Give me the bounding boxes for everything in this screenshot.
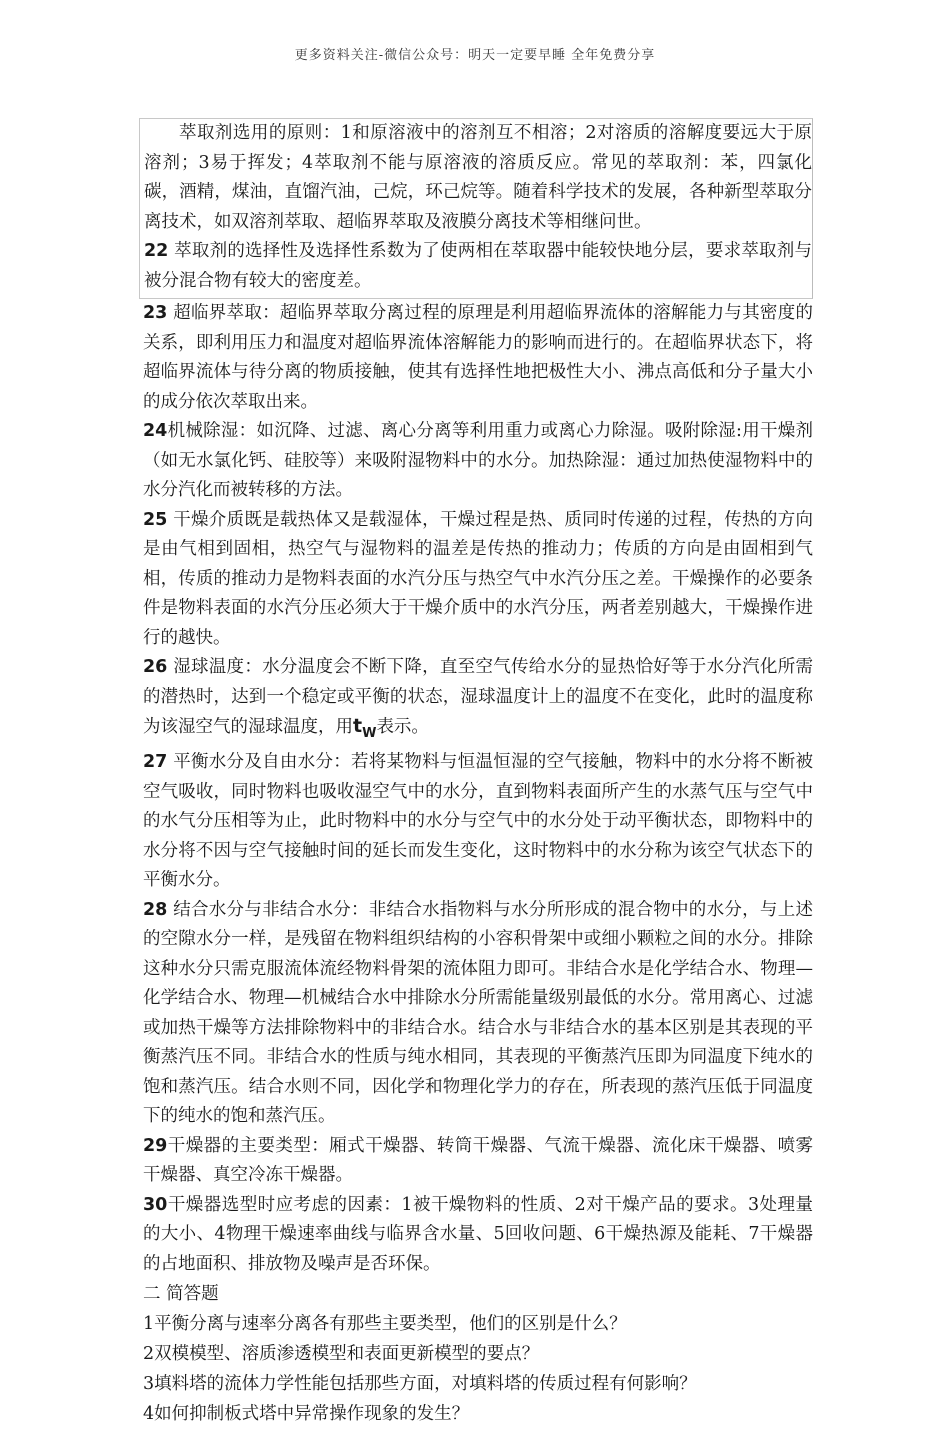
item-number: 25 xyxy=(143,509,168,530)
item-text: 干燥器的主要类型：厢式干燥器、转筒干燥器、气流干燥器、流化床干燥器、喷雾干燥器、真空冷冻干燥器。 xyxy=(143,1135,813,1186)
item-number: 22 xyxy=(144,241,169,261)
item-number: 26 xyxy=(143,657,168,677)
item-number: 30 xyxy=(143,1194,168,1215)
item-text: 湿球温度：水分温度会不断下降，直至空气传给水分的显热恰好等于水分汽化所需的潜热时，达到一个稳定或平衡的状态，湿球温度计上的温度不在变化，此时的温度称为该湿空气的湿球温度，用 xyxy=(143,657,813,737)
item-28 xyxy=(143,896,813,1132)
question-3: 3填料塔的流体力学性能包括那些方面，对填料塔的传质过程有何影响？ xyxy=(143,1374,697,1395)
item-number: 28 xyxy=(143,899,168,920)
item-27 xyxy=(143,748,813,896)
item-30 xyxy=(143,1191,813,1280)
item-tail: 表示。 xyxy=(376,717,429,737)
item-25 xyxy=(143,506,813,654)
item-text: 结合水分与非结合水分：非结合水指物料与水分所形成的混合物中的水分，与上述的空隙水分一样，是残留在物料组织结构的小容积骨架中或细小颗粒之间的水分。排除这种水分只需克服流体流经物料骨架的流体阻力即可。非结合水是化学结合水、物理—化学结合水、物理—机械结合水中排除水分所需能量级别最低的水分。常用离心、过滤或加热干燥等方法排除物料中的非结合水。结合水与非结合水的基本区别是其表现的平衡蒸汽压不同。非结合水的性质与纯水相同，其表现的平衡蒸汽压即为同温度下纯水的饱和蒸汽压。结合水则不同，因化学和物理化学力的存在，所表现的蒸汽压低于同温度下的纯水的饱和蒸汽压。 xyxy=(143,899,813,1127)
item-text: 萃取剂的选择性及选择性系数为了使两相在萃取器中能较快地分层，要求萃取剂与被分混合物有较大的密度差。 xyxy=(144,241,812,291)
item-text: 干燥器选型时应考虑的因素：1被干燥物料的性质、2对干燥产品的要求。3处理量的大小、4物理干燥速率曲线与临界含水量、5回收问题、6干燥热源及能耗、7干燥器的占地面积、排放物及噪声是否环保。 xyxy=(143,1194,813,1274)
item-text: 平衡水分及自由水分：若将某物料与恒温恒湿的空气接触，物料中的水分将不断被空气吸收，同时物料也吸收湿空气中的水分，直到物料表面所产生的水蒸气压与空气中的水气分压相等为止，此时物料中的水分与空气中的水分处于动平衡状态，即物料中的水分将不因与空气接触时间的延长而发生变化，这时物料中的水分称为该空气状态下的平衡水分。 xyxy=(143,752,813,891)
wet-bulb-symbol: $t_W$ xyxy=(353,715,377,741)
item-text: 干燥介质既是载热体又是载湿体，干燥过程是热、质同时传递的过程，传热的方向是由气相到固相，热空气与湿物料的温差是传热的推动力；传质的方向是由固相到气相，传质的推动力是物料表面的水汽分压与热空气中水汽分压之差。干燥操作的必要条件是物料表面的水汽分压必须大于干燥介质中的水汽分压，两者差别越大，干燥操作进行的越快。 xyxy=(143,509,813,648)
question-4: 4如何抑制板式塔中异常操作现象的发生？ xyxy=(143,1404,470,1425)
item-29 xyxy=(143,1132,813,1191)
item-number: 23 xyxy=(143,303,168,323)
short-answer-section xyxy=(143,1279,813,1429)
question-1: 1平衡分离与速率分离各有那些主要类型，他们的区别是什么？ xyxy=(143,1314,627,1335)
item-text: 机械除湿：如沉降、过滤、离心分离等利用重力或离心力除湿。吸附除湿:用干燥剂（如无水氯化钙、硅胶等）来吸附湿物料中的水分。加热除湿：通过加热使湿物料中的水分汽化而被转移的方法。 xyxy=(143,421,813,500)
item-text: 超临界萃取：超临界萃取分离过程的原理是利用超临界流体的溶解能力与其密度的关系，即利用压力和温度对超临界流体溶解能力的影响而进行的。在超临界状态下，将超临界流体与待分离的物质接触，使其有选择性地把极性大小、沸点高低和分子量大小的成分依次萃取出来。 xyxy=(143,303,813,412)
intro-paragraph: 萃取剂选用的原则：1和原溶液中的溶剂互不相溶；2对溶质的溶解度要远大于原溶剂；3易于挥发；4萃取剂不能与原溶液的溶质反应。常见的萃取剂：苯，四氯化碳，酒精，煤油，直馏汽油，己烷，环己烷等。随着科学技术的发展，各种新型萃取分离技术，如双溶剂萃取、超临界萃取及液膜分离技术等相继问世。 xyxy=(144,123,812,232)
section-title: 二 简答题 xyxy=(143,1284,219,1305)
item-22 xyxy=(144,237,812,296)
boxed-region xyxy=(139,118,813,299)
item-24 xyxy=(143,417,813,506)
item-number: 27 xyxy=(143,752,168,773)
item-number: 24 xyxy=(143,421,168,441)
document-content xyxy=(143,118,813,1429)
item-number: 29 xyxy=(143,1135,168,1156)
item-23 xyxy=(143,299,813,417)
question-2: 2双模模型、溶质渗透模型和表面更新模型的要点？ xyxy=(143,1344,540,1365)
item-26 xyxy=(143,653,813,748)
page-header: 更多资料关注-微信公众号：明天一定要早睡 全年免费分享 xyxy=(294,48,656,63)
